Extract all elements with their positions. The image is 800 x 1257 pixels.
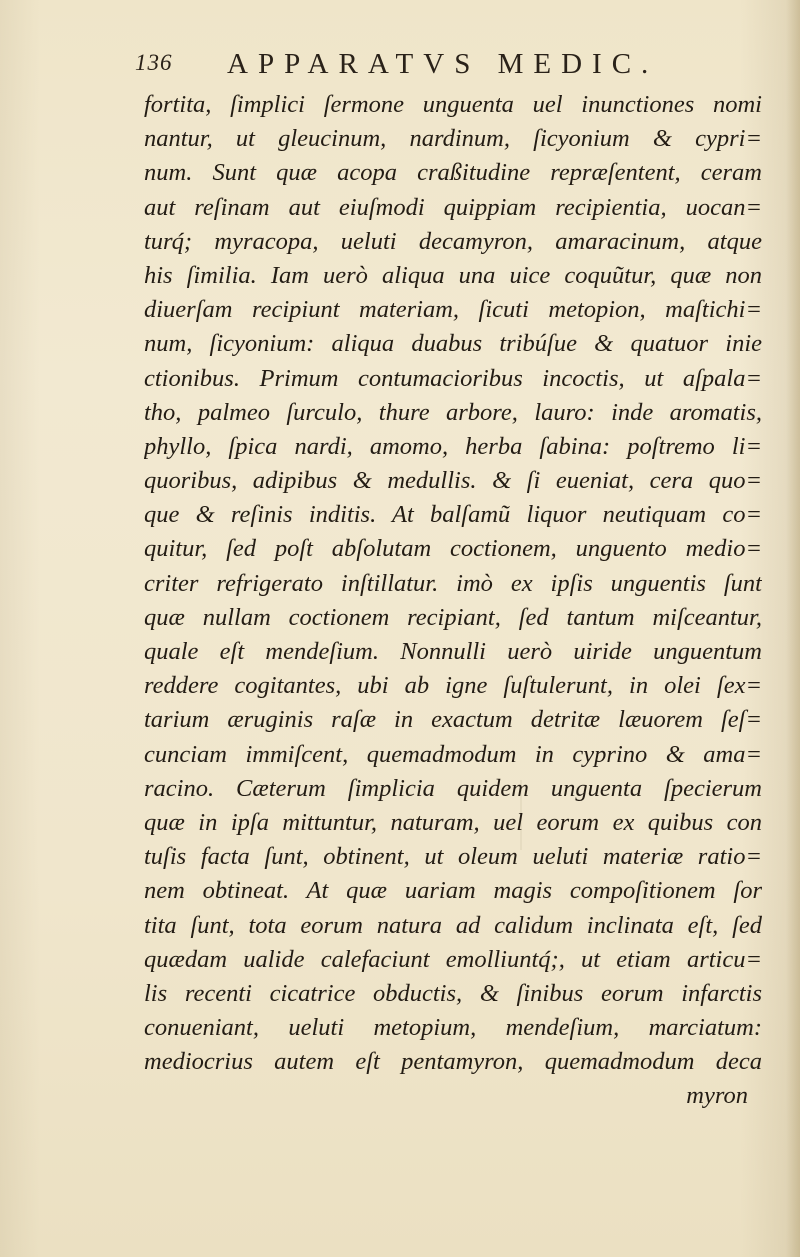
text-line: lis recenti cicatrice obductis, & ſinibus eorum infarctis — [144, 979, 762, 1007]
text-line: mediocrius autem eſt pentamyron, quemadmodum deca — [144, 1048, 762, 1076]
text-line: conueniant, ueluti metopium, mendeſium, marciatum: — [144, 1014, 762, 1042]
running-head: APPARATVS MEDIC. — [227, 48, 659, 80]
text-line: fortita, ſimplici ſermone unguenta uel inunctiones nomi — [144, 91, 762, 118]
text-line: his ſimilia. Iam uerò aliqua una uice coquũtur, quæ non — [144, 261, 762, 289]
text-line: quædam ualide calefaciunt emolliuntq́;, ut etiam articu= — [144, 945, 762, 973]
text-line: nem obtineat. At quæ uariam magis compoſitionem ſor — [144, 877, 762, 905]
text-line: quæ nullam coctionem recipiant, ſed tantum miſceantur, — [144, 603, 762, 631]
page-number: 136 — [135, 50, 173, 75]
text-line: ctionibus. Primum contumacioribus incoctis, ut aſpala= — [144, 364, 762, 392]
text-line: nantur, ut gleucinum, nardinum, ſicyonium & cypri= — [144, 125, 762, 153]
text-line: que & reſinis inditis. At balſamũ liquor neutiquam co= — [144, 501, 762, 529]
text-line: aut reſinam aut eiuſmodi quippiam recipientia, uocan= — [144, 193, 762, 221]
catchword: myron — [686, 1082, 748, 1110]
text-line: reddere cogitantes, ubi ab igne ſuſtulerunt, in olei ſex= — [144, 672, 762, 700]
text-line: num, ſicyonium: aliqua duabus tribúſue & quatuor inie — [144, 330, 762, 358]
text-line: diuerſam recipiunt materiam, ſicuti metopion, maſtichi= — [144, 296, 762, 324]
text-line: num. Sunt quæ acopa craßitudine repræſentent, ceram — [144, 159, 762, 187]
text-line: quale eſt mendeſium. Nonnulli uerò uiride unguentum — [144, 638, 762, 665]
page-header — [135, 44, 775, 84]
text-line: tuſis facta ſunt, obtinent, ut oleum ueluti materiæ ratio= — [144, 843, 762, 871]
text-line: phyllo, ſpica nardi, amomo, herba ſabina: poſtremo li= — [144, 432, 762, 460]
text-line: tarium æruginis raſæ in exactum detritæ læuorem ſeſ= — [144, 706, 762, 734]
text-line: quoribus, adipibus & medullis. & ſi eueniat, cera quo= — [144, 467, 762, 495]
text-line: tho, palmeo ſurculo, thure arbore, lauro: inde aromatis, — [144, 398, 762, 426]
text-line: quitur, ſed poſt abſolutam coctionem, unguento medio= — [144, 535, 762, 563]
text-line: criter refrigerato inſtillatur. imò ex ipſis unguentis ſunt — [144, 569, 762, 597]
page-edge-shadow — [786, 0, 800, 1257]
text-line: racino. Cæterum ſimplicia quidem unguenta ſpecierum — [144, 774, 762, 802]
text-line: tita ſunt, tota eorum natura ad calidum inclinata eſt, ſed — [144, 911, 762, 939]
body-text — [144, 88, 762, 1114]
text-line: cunciam immiſcent, quemadmodum in cyprino & ama= — [144, 740, 762, 768]
text-line: quæ in ipſa mittuntur, naturam, uel eorum ex quibus con — [144, 808, 762, 836]
text-line: turq́; myracopa, ueluti decamyron, amaracinum, atque — [144, 227, 762, 255]
